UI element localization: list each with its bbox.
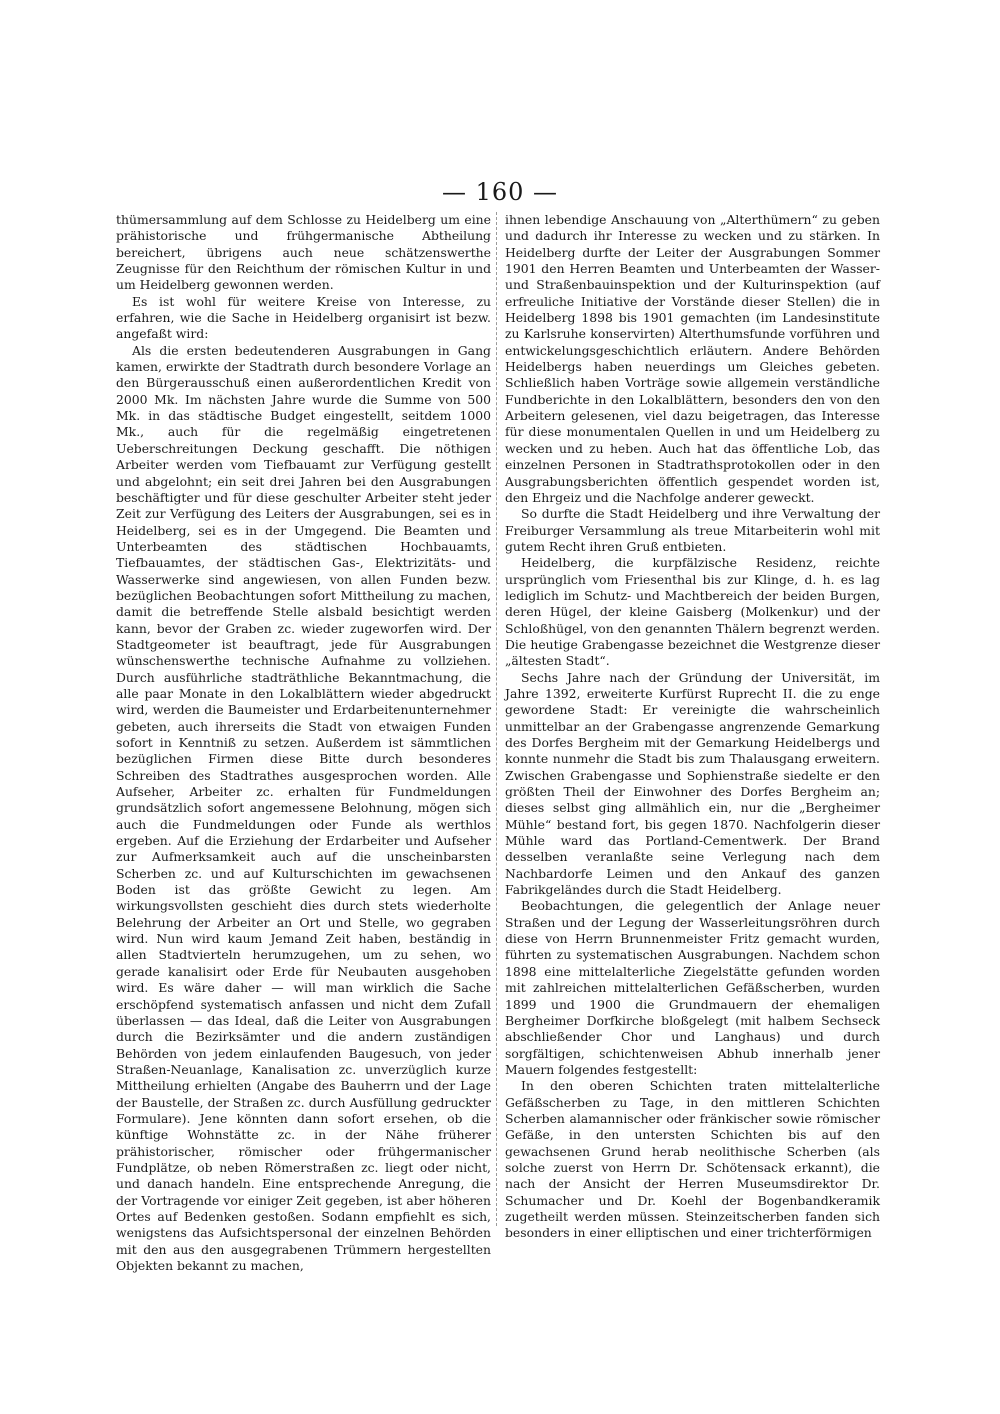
paragraph: thümersammlung auf dem Schlosse zu Heidelberg um eine prähistorische und frühgermanische Abtheilung bereichert, übrigens auch neue schätzenswerthe Zeugnisse für den Reichthum der römischen Kultur in und um Heidelberg gewonnen werden. (116, 212, 491, 293)
left-column (116, 212, 491, 1274)
column-divider (496, 212, 497, 1226)
paragraph: ihnen lebendige Anschauung von „Alterthümern“ zu geben und dadurch ihr Interesse zu wecken und zu stärken. In Heidelberg durfte der Leiter der Ausgrabungen Sommer 1901 den Herren Beamten und Unterbeamten der Wasser- und Straßenbauinspektion und der Kulturinspektion (auf erfreuliche Initiative der Vorstände dieser Stellen) die in Heidelberg 1898 bis 1901 gemachten (im Landesinstitute zu Karlsruhe konservirten) Alterthumsfunde vorführen und entwickelungsgeschichtlich erläutern. Andere Behörden Heidelbergs haben neuerdings um Gleiches gebeten. Schließlich haben Vorträge sowie allgemein verständliche Fundberichte in den Lokalblättern, besonders den von den Arbeitern gelesenen, viel dazu beigetragen, das Interesse für diese monumentalen Quellen in und um Heidelberg zu wecken und zu heben. Auch hat das öffentliche Lob, das einzelnen Personen in Stadtrathsprotokollen oder in den Ausgrabungsberichten öffentlich gespendet worden ist, den Ehrgeiz und die Nachfolge anderer geweckt. (505, 212, 880, 505)
paragraph: Beobachtungen, die gelegentlich der Anlage neuer Straßen und der Legung der Wasserleitungsröhren durch diese von Herrn Brunnenmeister Fritz gemacht wurden, führten zu systematischen Ausgrabungen. Nachdem schon 1898 eine mittelalterliche Ziegelstätte gefunden worden mit zahlreichen mittelalterlichen Gefäßscherben, wurden 1899 und 1900 die Grundmauern der ehemaligen Bergheimer Dorfkirche bloßgelegt (mit halbem Sechseck abschließender Chor und Langhaus) und durch sorgfältigen, schichtenweisen Abhub innerhalb jener Mauern folgendes festgestellt: (505, 898, 880, 1077)
paragraph: Es ist wohl für weitere Kreise von Interesse, zu erfahren, wie die Sache in Heidelberg organisirt ist bezw. angefaßt wird: (116, 293, 491, 342)
page-number: — 160 — (441, 178, 559, 206)
paragraph: So durfte die Stadt Heidelberg und ihre Verwaltung der Freiburger Versammlung als treue Mitarbeiterin wohl mit gutem Recht ihren Gruß entbieten. (505, 506, 880, 554)
paragraph: Als die ersten bedeutenderen Ausgrabungen in Gang kamen, erwirkte der Stadtrath durch besondere Vorlage an den Bürgerausschuß einen außerordentlichen Kredit von 2000 Mk. Im nächsten Jahre wurde die Summe von 500 Mk. in das städtische Budget eingestellt, seitdem 1000 Mk., auch für die regelmäßig eingetretenen Ueberschreitungen Deckung geschafft. Die nöthigen Arbeiter werden vom Tiefbauamt zur Verfügung gestellt und abgelohnt; ein seit drei Jahren bei den Ausgrabungen beschäftigter und für diese geschulter Arbeiter steht jeder Zeit zur Verfügung des Leiters der Ausgrabungen, sei es in Heidelberg, sei es in der Umgegend. Die Beamten und Unterbeamten des städtischen Hochbauamts, Tiefbauamtes, der städtischen Gas-, Elektrizitäts- und Wasserwerke sind angewiesen, von allen Funden bezw. bezüglichen Beobachtungen sofort Mittheilung zu machen, damit die betreffende Stelle alsbald besichtigt werden kann, bevor der Graben zc. wieder zugeworfen wird. Der Stadtgeometer ist beauftragt, jede für Ausgrabungen wünschenswerthe technische Aufnahme zu vollziehen. Durch ausführliche stadträthliche Bekanntmachung, die alle paar Monate in den Lokalblättern wieder abgedruckt wird, werden die Baumeister und Erdarbeitenunternehmer gebeten, auch ihrerseits die Stadt von etwaigen Funden sofort in Kenntniß zu setzen. Außerdem ist sämmtlichen bezüglichen Firmen diese Bitte durch besonderes Schreiben des Stadtrathes ausgesprochen worden. Alle Aufseher, Arbeiter zc. erhalten für Fundmeldungen grundsätzlich sofort angemessene Belohnung, mögen sich auch die Fundmeldungen oder Funde als werthlos ergeben. Auf die Erziehung der Erdarbeiter und Aufseher zur Aufmerksamkeit auch auf die unscheinbarsten Scherben zc. und auf Kulturschichten im gewachsenen Boden ist das größte Gewicht zu legen. Am wirkungsvollsten geschieht dies durch stets wiederholte Belehrung der Arbeiter an Ort und Stelle, wo gegraben wird. Nun wird kaum Jemand Zeit haben, beständig in allen Stadtvierteln herumzugehen, um zu sehen, wo gerade kanalisirt oder Erde für Neubauten ausgehoben wird. Es wäre daher — will man wirklich die Sache erschöpfend systematisch anfassen und nicht dem Zufall überlassen — das Ideal, daß die Leiter von Ausgrabungen durch die Bezirksämter und die andern zuständigen Behörden von jedem einlaufenden Baugesuch, von jeder Straßen-Neuanlage, Kanalisation zc. unverzüglich kurze Mittheilung erhielten (Angabe des Bauherrn und der Lage der Baustelle, der Straßen zc. durch Ausfüllung gedruckter Formulare). Jene könnten dann sofort ersehen, ob die künftige Wohnstätte zc. in der Nähe früherer prähistorischer, römischer oder frühgermanischer Fundplätze, ob neben Römerstraßen zc. liegt oder nicht, und danach handeln. Eine entsprechende Anregung, die der Vortragende vor einiger Zeit gegeben, ist aber höheren Ortes auf Bedenken gestoßen. Sodann empfiehlt es sich, wenigstens das Aufsichtspersonal der einzelnen Behörden mit den aus den ausgegrabenen Trümmern hergestellten Objekten bekannt zu machen, (116, 342, 491, 1273)
paragraph: In den oberen Schichten traten mittelalterliche Gefäßscherben zu Tage, in den mittleren Schichten Scherben alamannischer oder fränkischer sowie römischer Gefäße, in den untersten Schichten bis auf den gewachsenen Grund herab neolithische Scherben (als solche zuerst von Herrn Dr. Schötensack erkannt), die nach der Ansicht der Herren Museumsdirektor Dr. Schumacher und Dr. Koehl der Bogenbandkeramik zugetheilt werden müssen. Steinzeitscherben fanden sich besonders in einer elliptischen und einer trichterförmigen (505, 1078, 880, 1241)
paragraph: Heidelberg, die kurpfälzische Residenz, reichte ursprünglich vom Friesenthal bis zur Klinge, d. h. es lag lediglich im Schutz- und Machtbereich der beiden Burgen, deren Hügel, der kleine Gaisberg (Molkenkur) und der Schloßhügel, von den genannten Thälern begrenzt werden. Die heutige Grabengasse bezeichnet die Westgrenze dieser „ältesten Stadt“. (505, 555, 880, 669)
paragraph: Sechs Jahre nach der Gründung der Universität, im Jahre 1392, erweiterte Kurfürst Ruprecht II. die zu enge gewordene Stadt: Er vereinigte die wahrscheinlich unmittelbar an der Grabengasse angrenzende Gemarkung des Dorfes Bergheim mit der Gemarkung Heidelbergs und konnte nunmehr die Stadt bis zum Thalausgang erweitern. Zwischen Grabengasse und Sophienstraße siedelte er den größten Theil der Einwohner des Dorfes Bergheim an; dieses selbst ging allmählich ein, nur die „Bergheimer Mühle“ bestand fort, bis gegen 1870. Nachfolgerin dieser Mühle ward das Portland-Cementwerk. Der Brand desselben veranlaßte seine Verlegung nach dem Nachbardorfe Leimen und den Ankauf des ganzen Fabrikgeländes durch die Stadt Heidelberg. (505, 669, 880, 898)
right-column (505, 212, 880, 1242)
